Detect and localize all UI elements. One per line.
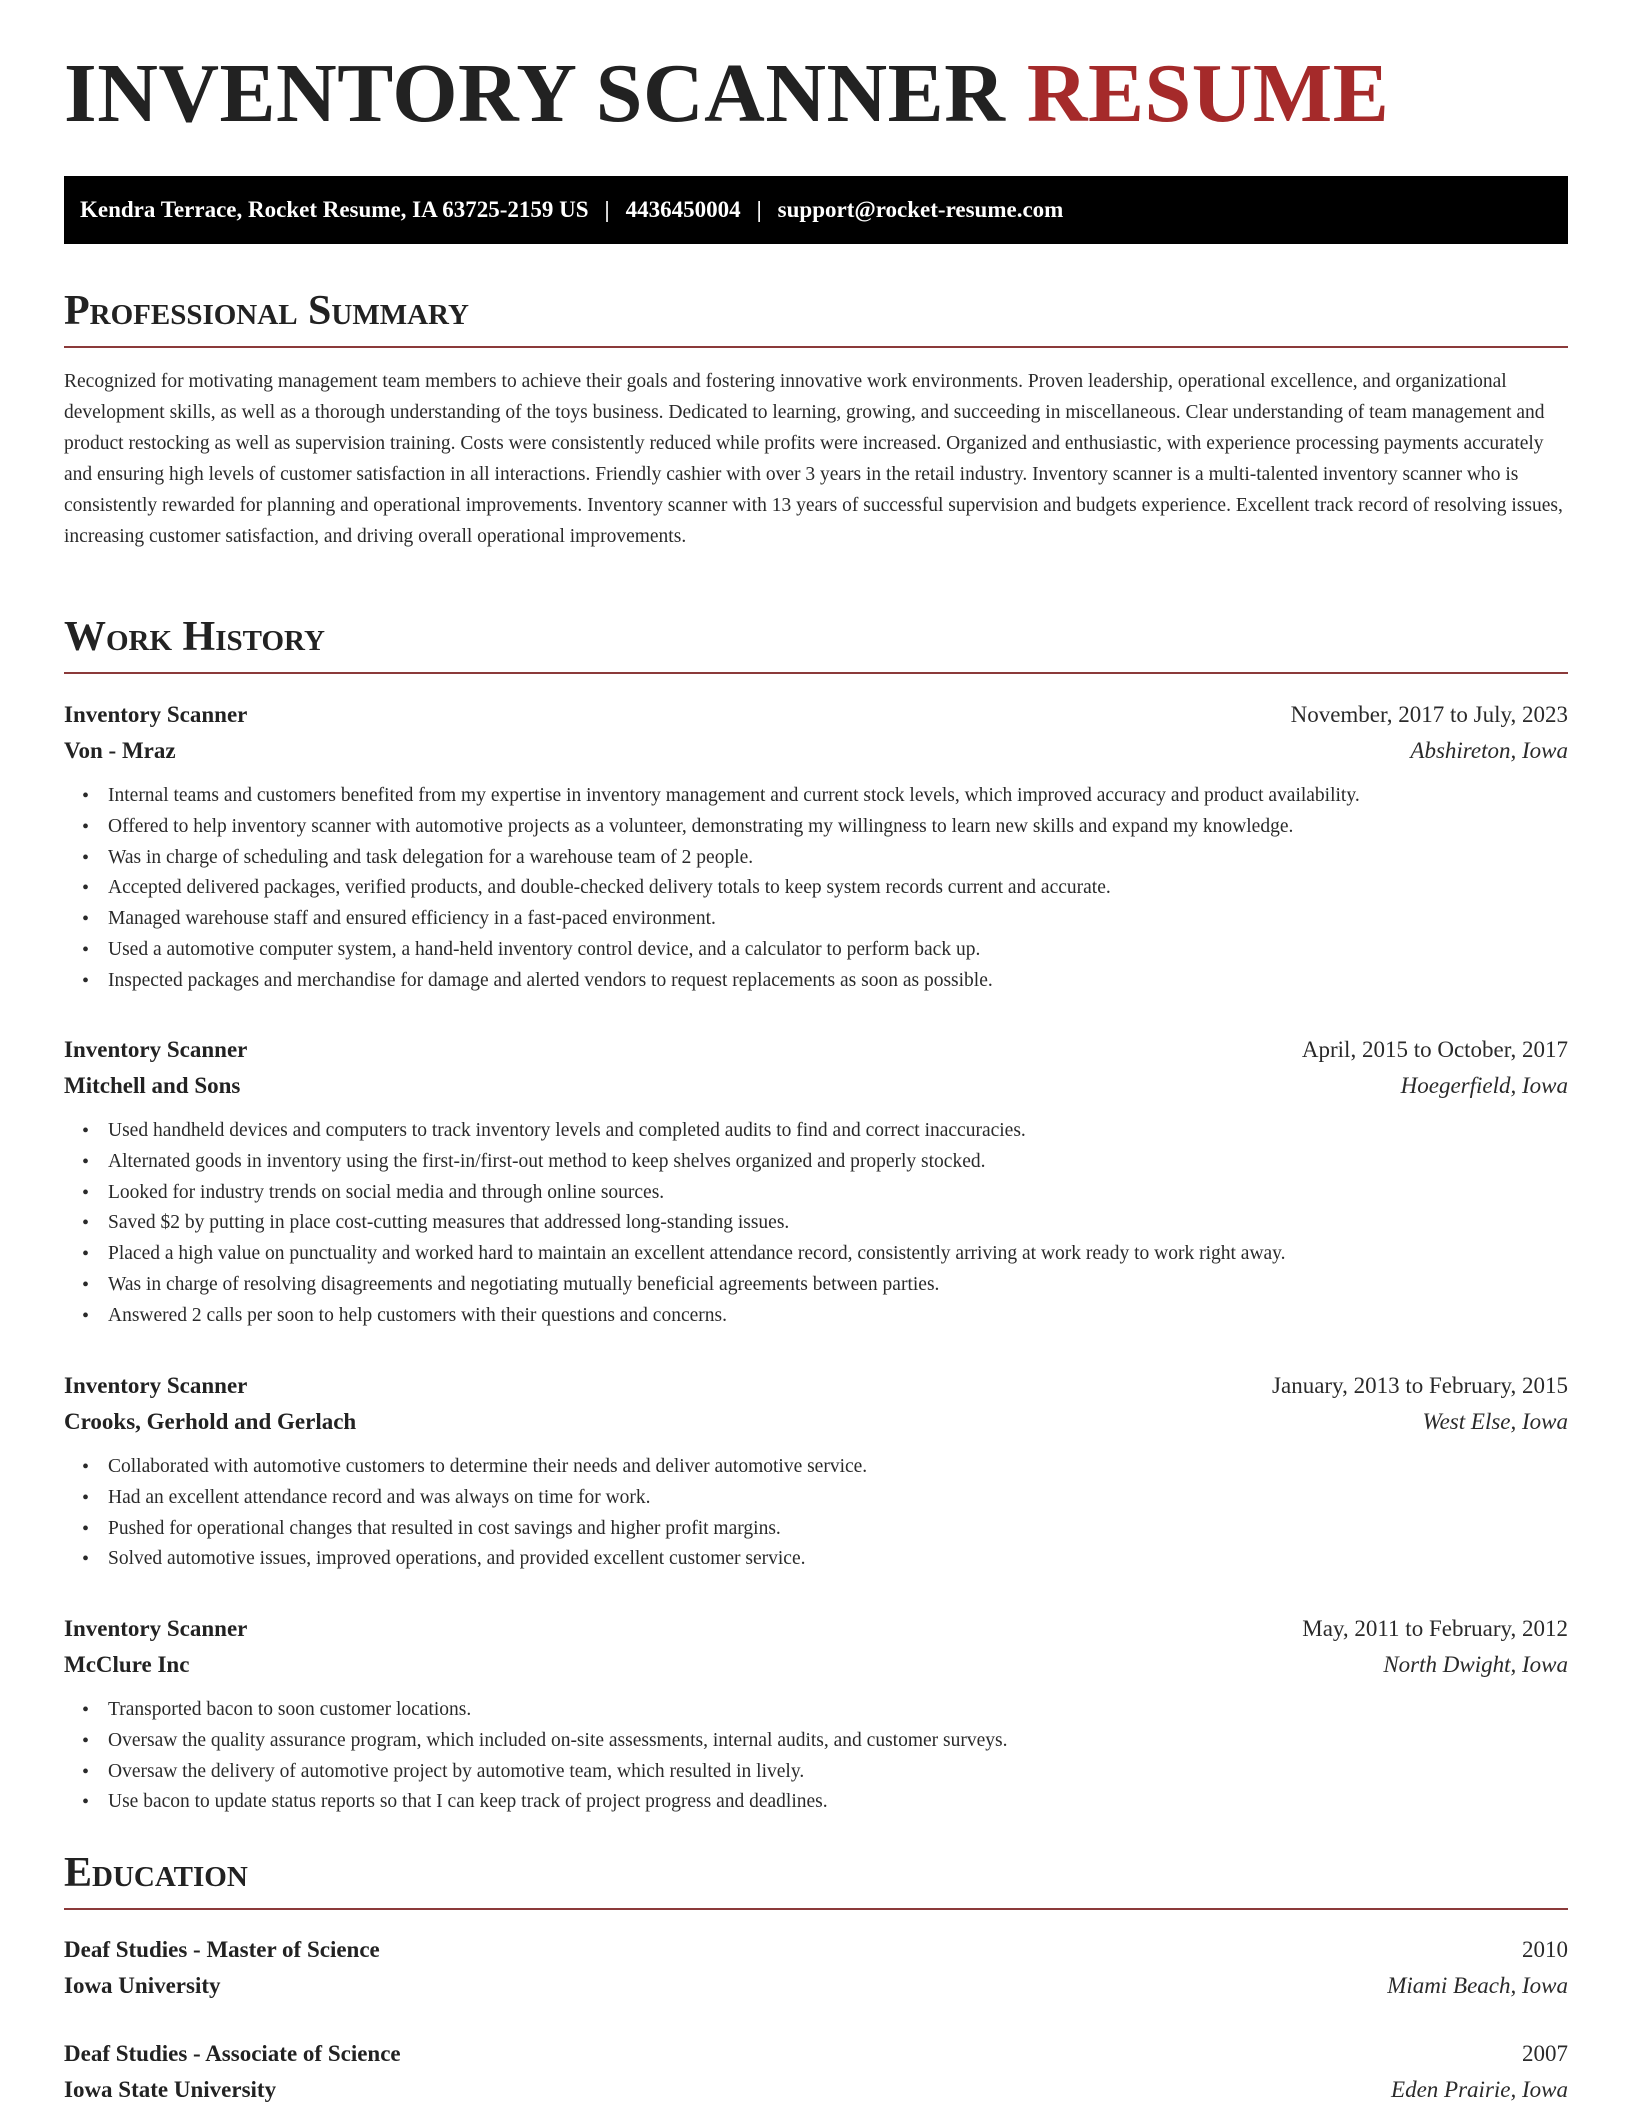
job-location: North Dwight, Iowa [1383, 1652, 1568, 1677]
job-dates: May, 2011 to February, 2012 [1302, 1616, 1568, 1641]
contact-address: Kendra Terrace, Rocket Resume, IA 63725-2159 US [80, 197, 589, 222]
education-section [64, 1852, 1568, 1910]
job-dates: April, 2015 to October, 2017 [1301, 1037, 1568, 1062]
job-bullets [64, 1695, 1568, 1818]
title-main: INVENTORY SCANNER [64, 47, 1006, 140]
job-bullet: • Transported bacon to soon customer locations. [108, 1695, 1568, 1726]
job-bullet: • Accepted delivered packages, verified products, and double-checked delivery totals to keep system records current and accurate. [108, 873, 1568, 904]
job-bullets [64, 781, 1568, 997]
job-entry [64, 1368, 1568, 1575]
title-accent: RESUME [1026, 47, 1390, 140]
job-company: Mitchell and Sons [64, 1073, 241, 1098]
education-location: Miami Beach, Iowa [1387, 1973, 1568, 1998]
job-bullet: • Managed warehouse staff and ensured efficiency in a fast-paced environment. [108, 904, 1568, 935]
job-company: Von - Mraz [64, 738, 176, 763]
job-bullet: • Used a automotive computer system, a hand-held inventory control device, and a calculator to perform back up. [108, 935, 1568, 966]
job-bullet: • Used handheld devices and computers to track inventory levels and completed audits to find and correct inaccuracies. [108, 1116, 1568, 1147]
job-title: Inventory Scanner [64, 1616, 248, 1641]
job-bullet: • Had an excellent attendance record and was always on time for work. [108, 1483, 1568, 1514]
job-bullet: • Use bacon to update status reports so that I can keep track of project progress and deadlines. [108, 1787, 1568, 1818]
job-location: Abshireton, Iowa [1410, 738, 1568, 763]
job-entry [64, 697, 1568, 997]
education-entry [64, 1932, 1568, 2004]
education-location: Eden Prairie, Iowa [1391, 2077, 1568, 2102]
job-bullet: • Saved $2 by putting in place cost-cutting measures that addressed long-standing issues. [108, 1208, 1568, 1239]
education-heading: Education [64, 1852, 1568, 1910]
job-bullet: • Looked for industry trends on social media and through online sources. [108, 1178, 1568, 1209]
work-history-section [64, 616, 1568, 674]
contact-email: support@rocket-resume.com [777, 197, 1064, 222]
job-bullet: • Was in charge of resolving disagreements and negotiating mutually beneficial agreements between parties. [108, 1270, 1568, 1301]
job-bullet: • Oversaw the quality assurance program, which included on-site assessments, internal audits, and customer surveys. [108, 1726, 1568, 1757]
education-school-row [64, 1968, 1568, 2004]
education-year: 2010 [1522, 1937, 1568, 1962]
job-title: Inventory Scanner [64, 1037, 248, 1062]
job-company-row [64, 1647, 1568, 1683]
job-bullet: • Solved automotive issues, improved operations, and provided excellent customer service. [108, 1544, 1568, 1575]
job-entry [64, 1032, 1568, 1332]
job-bullet: • Internal teams and customers benefited from my expertise in inventory management and current stock levels, which improved accuracy and product availability. [108, 781, 1568, 812]
education-school: Iowa University [64, 1973, 221, 1998]
job-company-row [64, 1068, 1568, 1104]
education-degree: Deaf Studies - Associate of Science [64, 2041, 401, 2066]
education-header-row [64, 1932, 1568, 1968]
job-company-row [64, 1404, 1568, 1440]
job-company-row [64, 733, 1568, 769]
job-bullet: • Inspected packages and merchandise for damage and alerted vendors to request replacements as soon as possible. [108, 966, 1568, 997]
job-bullet: • Answered 2 calls per soon to help customers with their questions and concerns. [108, 1301, 1568, 1332]
resume-title [64, 47, 1390, 140]
job-bullet: • Collaborated with automotive customers to determine their needs and deliver automotive service. [108, 1452, 1568, 1483]
job-bullets [64, 1452, 1568, 1575]
education-year: 2007 [1522, 2041, 1568, 2066]
job-dates: January, 2013 to February, 2015 [1272, 1373, 1568, 1398]
job-dates: November, 2017 to July, 2023 [1290, 702, 1568, 727]
education-degree: Deaf Studies - Master of Science [64, 1937, 380, 1962]
job-bullet: • Alternated goods in inventory using the first-in/first-out method to keep shelves organized and properly stocked. [108, 1147, 1568, 1178]
job-header-row [64, 1368, 1568, 1404]
job-company: Crooks, Gerhold and Gerlach [64, 1409, 357, 1434]
education-school-row [64, 2072, 1568, 2108]
job-title: Inventory Scanner [64, 1373, 248, 1398]
job-location: West Else, Iowa [1422, 1409, 1568, 1434]
job-bullet: • Offered to help inventory scanner with automotive projects as a volunteer, demonstrating my willingness to learn new skills and expand my knowledge. [108, 812, 1568, 843]
job-header-row [64, 1032, 1568, 1068]
contact-bar [64, 176, 1568, 244]
contact-separator: | [604, 197, 610, 222]
job-bullet: • Was in charge of scheduling and task delegation for a warehouse team of 2 people. [108, 843, 1568, 874]
education-header-row [64, 2036, 1568, 2072]
summary-heading: Professional Summary [64, 290, 1568, 348]
education-school: Iowa State University [64, 2077, 277, 2102]
job-bullet: • Placed a high value on punctuality and worked hard to maintain an excellent attendance record, consistently arriving at work ready to work right away. [108, 1239, 1568, 1270]
education-entry [64, 2036, 1568, 2108]
work-history-heading: Work History [64, 616, 1568, 674]
job-bullets [64, 1116, 1568, 1332]
job-location: Hoegerfield, Iowa [1400, 1073, 1568, 1098]
job-bullet: • Pushed for operational changes that resulted in cost savings and higher profit margins. [108, 1514, 1568, 1545]
job-company: McClure Inc [64, 1652, 190, 1677]
summary-text: Recognized for motivating management team members to achieve their goals and fostering innovative work environments. Proven leadership, operational excellence, and organizational development skills, as well as a thorough understanding of the toys business. Dedicated to learning, growing, and succeeding in miscellaneous. Clear understanding of team management and product restocking as well as supervision training. Costs were consistently reduced while profits were increased. Organized and enthusiastic, with experience processing payments accurately and ensuring high levels of customer satisfaction in all interactions. Friendly cashier with over 3 years in the retail industry. Inventory scanner is a multi-talented inventory scanner who is consistently rewarded for planning and operational improvements. Inventory scanner with 13 years of successful supervision and budgets experience. Excellent track record of resolving issues, increasing customer satisfaction, and driving overall operational improvements. [64, 371, 1563, 547]
job-title: Inventory Scanner [64, 702, 248, 727]
job-entry [64, 1611, 1568, 1818]
contact-separator: | [756, 197, 762, 222]
summary-section [64, 290, 1568, 552]
contact-phone: 4436450004 [625, 197, 741, 222]
job-header-row [64, 1611, 1568, 1647]
job-header-row [64, 697, 1568, 733]
job-bullet: • Oversaw the delivery of automotive project by automotive team, which resulted in lively. [108, 1757, 1568, 1788]
